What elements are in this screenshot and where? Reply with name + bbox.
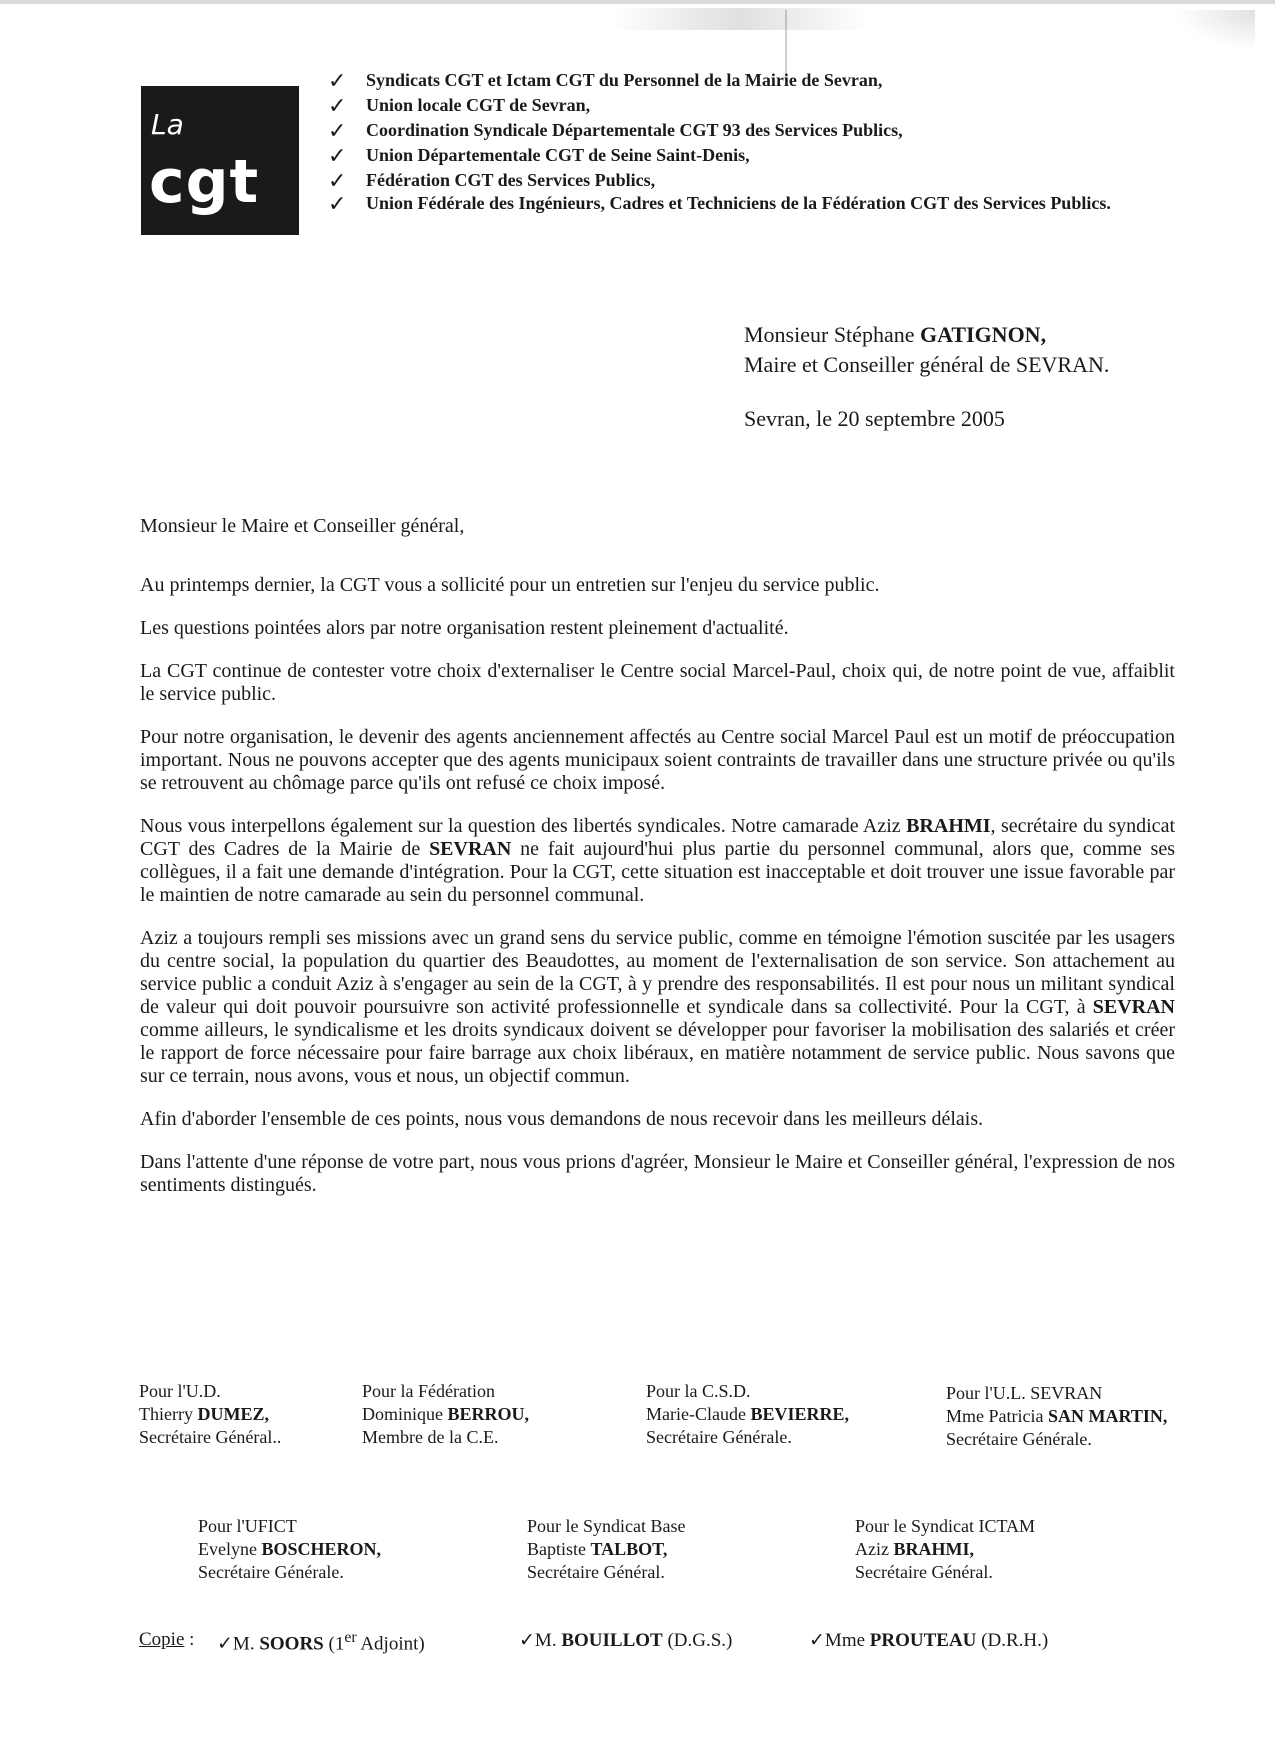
recipient-surname: GATIGNON, (919, 322, 1047, 347)
signature-first-name: Evelyne (198, 1539, 262, 1559)
union-label: Coordination Syndicale Départementale CGT 93 des Services Publics, (366, 120, 903, 140)
signature-first-name: Dominique (362, 1404, 448, 1424)
check-icon: ✓ (328, 191, 347, 216)
signature-last-name: SAN MARTIN, (1047, 1406, 1168, 1426)
signature-role: Secrétaire Générale. (198, 1562, 344, 1582)
signature-block (139, 1380, 281, 1449)
text-run: comme ailleurs, le syndicalisme et les droits syndicaux doivent se développer pour favoriser la mobilisation des salariés et créer le rapport de force nécessaire pour faire barrage aux choix libéraux, en matière notamment de service public. Nous savons que sur ce terrain, nous avons, vous et nous, un objectif commun. (140, 1019, 1175, 1087)
signature-name (362, 1403, 529, 1426)
cgt-logo (141, 86, 299, 235)
letter-date: Sevran, le 20 septembre 2005 (744, 406, 1005, 431)
text-run: Aziz a toujours rempli ses missions avec un grand sens du service public, comme en témoigne l'émotion suscitée par les usagers du centre social, la population du quartier des Beaudottes, au moment de l'externalisation de son service. Son attachement au service public a conduit Aziz à s'engager au sein de la CGT, à y prendre des responsabilités. Il est pour nous un militant syndical de valeur qui doit pouvoir poursuivre son activité professionnelle et syndicale dans sa collectivité. Pour la CGT, à (140, 927, 1175, 1018)
copy-suffix: Adjoint) (356, 1633, 425, 1655)
signature-block (198, 1515, 381, 1584)
union-label: Syndicats CGT et Ictam CGT du Personnel de la Mairie de Sevran, (366, 70, 883, 90)
signature-first-name: Baptiste (527, 1539, 591, 1559)
copy-suffix: (D.G.S.) (662, 1630, 733, 1651)
signature-role: Membre de la C.E. (362, 1427, 499, 1447)
paragraph (140, 927, 1175, 1088)
union-item (326, 118, 1186, 143)
letter-body (140, 515, 1175, 1217)
signature-block (527, 1515, 685, 1584)
signature-name (527, 1538, 685, 1561)
copies-separator: : (184, 1629, 195, 1650)
copy-name: PROUTEAU (869, 1630, 977, 1651)
bold-name: BRAHMI (906, 815, 991, 837)
scan-artifact (610, 8, 870, 30)
paragraph: Afin d'aborder l'ensemble de ces points, nous vous demandons de nous recevoir dans les meilleurs délais. (140, 1108, 984, 1130)
signature-name (139, 1403, 281, 1426)
check-icon: ✓ (328, 68, 347, 93)
signature-last-name: DUMEZ, (197, 1404, 269, 1424)
signature-name (198, 1538, 381, 1561)
check-icon: ✓ (328, 168, 347, 193)
union-list (326, 68, 1186, 214)
signature-last-name: BOSCHERON, (261, 1539, 382, 1559)
signature-org: Pour le Syndicat Base (527, 1516, 686, 1536)
recipient-function: Maire et Conseiller général de SEVRAN. (744, 352, 1110, 377)
signature-last-name: BEVIERRE, (750, 1404, 849, 1424)
union-item (326, 68, 1186, 93)
signature-org: Pour la C.S.D. (646, 1381, 751, 1401)
signature-block (855, 1515, 1035, 1584)
salutation: Monsieur le Maire et Conseiller général, (140, 515, 465, 537)
copy-recipient (809, 1629, 1048, 1652)
signature-role: Secrétaire Général. (527, 1562, 665, 1582)
signature-first-name: Mme Patricia (946, 1406, 1048, 1426)
signature-org: Pour la Fédération (362, 1381, 495, 1401)
check-icon: ✓ (328, 143, 347, 168)
text-run: Nous vous interpellons également sur la question des libertés syndicales. Notre camarade Aziz (140, 815, 907, 837)
signature-block (946, 1382, 1167, 1451)
logo-la: La (151, 108, 184, 141)
copy-recipient (217, 1629, 425, 1655)
bold-name: SEVRAN (429, 838, 512, 860)
copy-recipient (519, 1629, 732, 1652)
paragraph: Au printemps dernier, la CGT vous a sollicité pour un entretien sur l'enjeu du service public. (140, 574, 880, 596)
union-label: Union locale CGT de Sevran, (366, 95, 591, 115)
signature-first-name: Aziz (855, 1539, 894, 1559)
signature-block (646, 1380, 849, 1449)
signature-role: Secrétaire Générale. (946, 1429, 1092, 1449)
copy-superscript: er (344, 1629, 357, 1646)
paragraph: Dans l'attente d'une réponse de votre part, nous vous prions d'agréer, Monsieur le Maire et Conseiller général, l'expression de nos sentiments distingués. (140, 1151, 1175, 1196)
copy-suffix: (1 (323, 1633, 345, 1655)
signature-name (855, 1538, 1035, 1561)
copy-name: SOORS (259, 1633, 324, 1655)
union-item (326, 168, 1186, 193)
signature-org: Pour l'UFICT (198, 1516, 297, 1536)
paragraph: Les questions pointées alors par notre organisation restent pleinement d'actualité. (140, 617, 789, 639)
copy-prefix: ✓Mme (809, 1630, 870, 1651)
recipient-name-line (744, 320, 1109, 350)
recipient-title: Monsieur Stéphane (744, 322, 920, 347)
bold-name: SEVRAN (1092, 996, 1175, 1018)
text-run: ne fait aujourd'hui plus partie du personnel communal, alors que, comme ses collègues, il a fait une demande d'intégration. Pour la CGT, cette situation est inacceptable et doit trouver une issue favorable par le maintien de notre camarade au sein du personnel communal. (140, 838, 1176, 906)
signature-last-name: BRAHMI, (893, 1539, 974, 1559)
copy-name: BOUILLOT (561, 1630, 663, 1651)
signature-role: Secrétaire Générale. (646, 1427, 792, 1447)
logo-cgt: cgt (149, 147, 260, 217)
scan-artifact-corner (1175, 10, 1255, 50)
signature-name (946, 1405, 1167, 1428)
union-item (326, 143, 1186, 168)
signature-block (362, 1380, 529, 1449)
copies-label: Copie (139, 1629, 185, 1650)
check-icon: ✓ (328, 93, 347, 118)
signature-first-name: Thierry (139, 1404, 198, 1424)
signature-name (646, 1403, 849, 1426)
recipient-block (744, 320, 1109, 380)
paragraph: Pour notre organisation, le devenir des agents anciennement affectés au Centre social Marcel Paul est un motif de préoccupation important. Nous ne pouvons accepter que des agents municipaux soient contraints de travailler dans une structure privée ou qu'ils se retrouvent au chômage parce qu'ils ont refusé ce choix imposé. (140, 726, 1175, 794)
scan-edge (0, 0, 1275, 4)
copy-suffix: (D.R.H.) (976, 1630, 1049, 1651)
signature-org: Pour l'U.L. SEVRAN (946, 1383, 1103, 1403)
union-label: Fédération CGT des Services Publics, (366, 170, 656, 190)
copies-line (139, 1629, 1139, 1655)
signature-role: Secrétaire Général.. (139, 1427, 282, 1447)
check-icon: ✓ (328, 118, 347, 143)
paragraph: La CGT continue de contester votre choix d'externaliser le Centre social Marcel-Paul, choix qui, de notre point de vue, affaiblit le service public. (140, 660, 1175, 705)
signature-last-name: TALBOT, (590, 1539, 668, 1559)
text-run: , secrétaire du syndicat CGT des Cadres de la Mairie de (140, 815, 1175, 860)
paragraph (140, 815, 1175, 907)
copy-prefix: ✓M. (519, 1630, 562, 1651)
copy-prefix: ✓M. (217, 1633, 260, 1655)
signature-last-name: BERROU, (447, 1404, 530, 1424)
signature-org: Pour l'U.D. (139, 1381, 221, 1401)
union-item (326, 93, 1186, 118)
union-label: Union Départementale CGT de Seine Saint-Denis, (366, 145, 750, 165)
union-label: Union Fédérale des Ingénieurs, Cadres et Techniciens de la Fédération CGT des Services Publics. (366, 193, 1111, 213)
signature-role: Secrétaire Général. (855, 1562, 993, 1582)
union-item (326, 193, 1186, 214)
signature-org: Pour le Syndicat ICTAM (855, 1516, 1036, 1536)
signature-first-name: Marie-Claude (646, 1404, 751, 1424)
